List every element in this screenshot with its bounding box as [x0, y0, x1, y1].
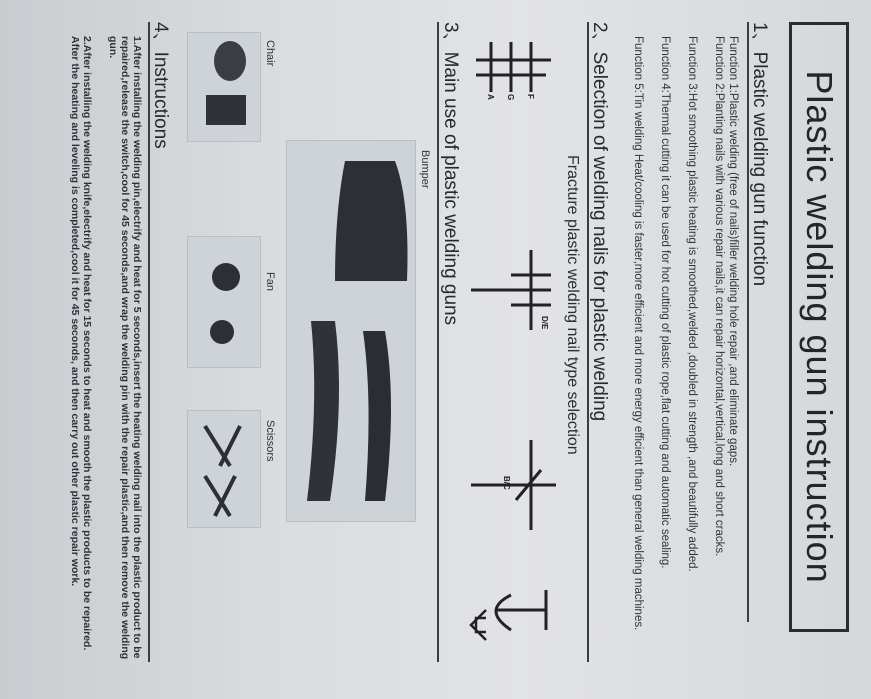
section-2-heading: 2、Selection of welding nalis for plastic welding — [589, 22, 610, 422]
caption-chair: Chair — [264, 40, 276, 67]
scissors-photo — [187, 410, 261, 528]
chair-photo — [187, 32, 261, 142]
caption-fan: Fan — [264, 272, 276, 291]
arrow-icon — [471, 610, 486, 640]
document-title: Plastic welding gun instruction — [789, 22, 849, 632]
section-1-heading: 1、Plastic welding gun function — [749, 22, 770, 287]
nail-icon-fag — [476, 42, 551, 92]
section-3-heading: 3、Main use of plastic welding guns — [440, 22, 461, 326]
bumper-photo — [286, 140, 416, 522]
function-2: Function 2:Planting nails with various repair nails,it can repair horizontal,vertical,long and short cracks. — [713, 36, 725, 557]
instruction-step-2: 2.After installing the welding knife,electrify and heat for 15 seconds to heat and smooth the plastic products to be repaired. After the heating and leveling is completed,cool it for 45 seconds, and then carry out other plastic repair work. — [69, 36, 93, 651]
function-1: Function 1:Plastic welding (free of nails)filler welding hole repair ,and eliminate gaps. — [727, 36, 739, 467]
fan-photo — [187, 236, 261, 368]
section-4-heading: 4、Instructions — [150, 22, 171, 149]
instruction-step-1: 1.After installing the welding pin,electrify and heat for 5 seconds,insert the heating welding nail into the plastic product to be repaired,release the switch,cool for 45 seconds,and wrap the welding pin with the repair plastic,and then remove the welding gun. — [107, 36, 143, 660]
nail-label-a: A — [486, 94, 495, 100]
section-3-rule — [437, 22, 439, 662]
section-1-rule — [747, 22, 749, 622]
caption-scissors: Scissors — [264, 420, 276, 462]
nail-label-de: D/E — [540, 316, 549, 330]
nail-type-diagram — [461, 30, 571, 690]
nail-label-f: F — [526, 94, 535, 99]
nail-icon-bc — [471, 440, 556, 530]
caption-bumper: Bumper — [419, 150, 431, 189]
function-4: Function 4:Thermal cutting it can be used for hot cutting of plastic rope,flat cutting and automatic sealing. — [659, 36, 671, 569]
function-3: Function 3:Hot smoothing plastic heating is smoothed,welded ,doubled in strength ,and beautifully added. — [686, 36, 698, 572]
section-2-rule — [587, 22, 589, 662]
nail-selection-subheading: Fracture plastic welding nail type selection — [564, 155, 581, 455]
section-4-rule — [148, 22, 150, 662]
nail-icon-curved — [496, 590, 546, 630]
nail-icon-de — [471, 250, 551, 330]
function-5: Function 5:Tin welding Heat/cooling is faster,more efficient and more energy efficient than general welding machines. — [632, 36, 644, 631]
nail-label-bc: B/C — [502, 476, 511, 490]
nail-label-g: G — [506, 94, 515, 101]
